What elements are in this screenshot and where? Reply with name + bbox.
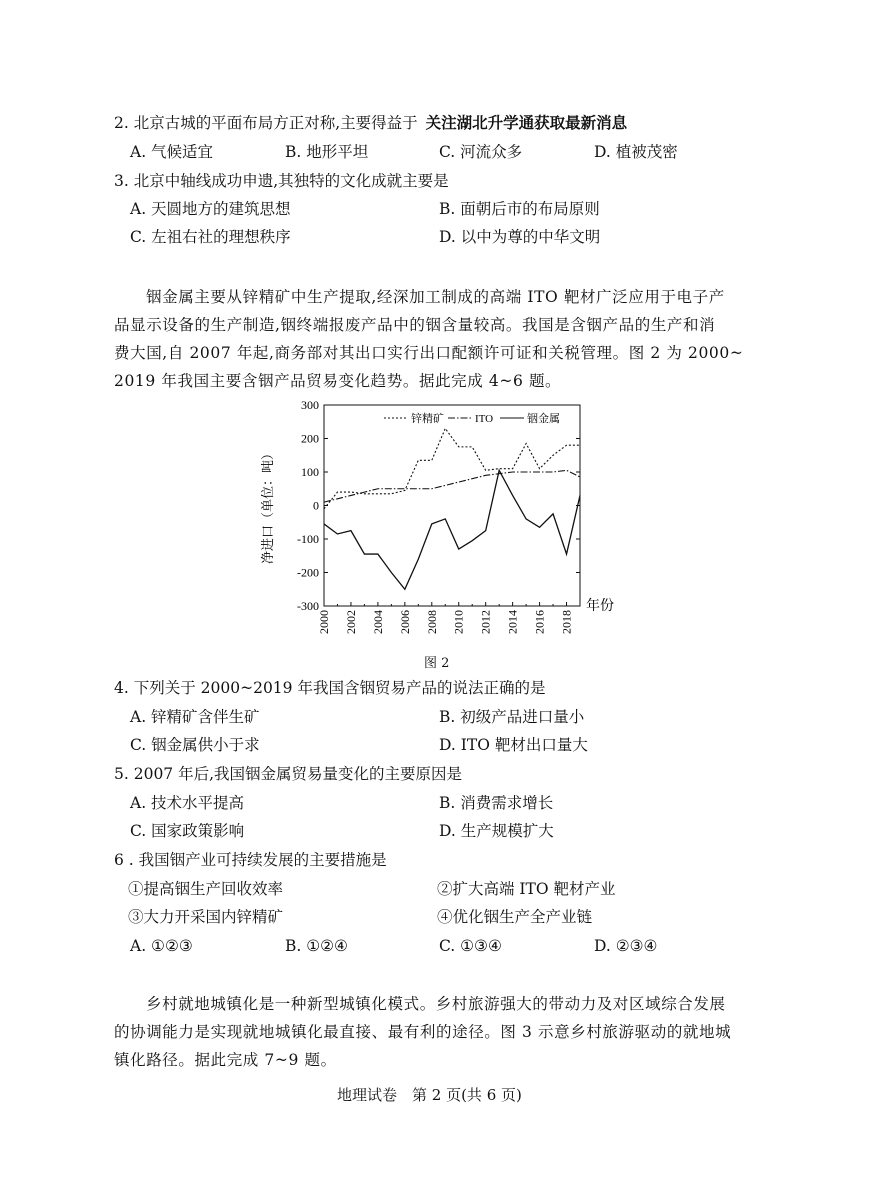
- x-tick-label: 2008: [424, 610, 439, 634]
- q6-item-4: ④优化铟生产全产业链: [437, 908, 593, 926]
- q6-option-c: C. ①③④: [439, 937, 502, 955]
- q2-stem-text: 2. 北京古城的平面布局方正对称,主要得益于: [114, 114, 418, 132]
- q4-option-c: C. 铟金属供小于求: [130, 736, 260, 754]
- x-tick-label: 2012: [478, 610, 493, 634]
- indium-trade-chart: [250, 395, 630, 645]
- q4-option-a: A. 锌精矿含伴生矿: [130, 708, 260, 726]
- q2-option-b: B. 地形平坦: [285, 143, 369, 161]
- q2-option-d: D. 植被茂密: [594, 143, 678, 161]
- x-tick-label: 2016: [532, 610, 547, 634]
- x-tick-label: 2002: [343, 610, 358, 634]
- y-tick-label: 200: [301, 431, 319, 446]
- y-tick-label: 100: [301, 465, 319, 479]
- q6-item-2: ②扩大高端 ITO 靶材产业: [437, 880, 616, 898]
- passage1-line-3: 费大国,自 2007 年起,商务部对其出口实行出口配额许可证和关税管理。图 2 为 2000~: [114, 344, 744, 362]
- x-tick-label: 2004: [370, 610, 385, 634]
- q3-option-c: C. 左祖右社的理想秩序: [130, 228, 291, 246]
- q6-option-b: B. ①②④: [285, 937, 348, 955]
- legend-indium-metal-label: 铟金属: [527, 413, 560, 425]
- x-tick-label: 2000: [317, 610, 331, 634]
- figure-caption: 图 2: [424, 656, 450, 671]
- page-footer: 地理试卷 第 2 页(共 6 页): [337, 1086, 522, 1104]
- y-tick-label: 0: [313, 498, 319, 513]
- x-tick-label: 2018: [559, 610, 574, 634]
- q2-stem: [114, 113, 627, 133]
- q5-stem: 5. 2007 年后,我国铟金属贸易量变化的主要原因是: [114, 765, 463, 783]
- y-tick-label: 300: [301, 398, 319, 412]
- y-tick-label: -100: [297, 532, 319, 546]
- series-line-3: [324, 470, 580, 589]
- series-line-1: [324, 428, 580, 508]
- legend-ito-label: ITO: [475, 413, 494, 425]
- y-axis-label: 净进口（单位：吨）: [260, 446, 275, 565]
- q3-stem: 3. 北京中轴线成功申遗,其独特的文化成就主要是: [114, 172, 449, 190]
- q3-option-b: B. 面朝后市的布局原则: [439, 200, 600, 218]
- passage1-line-2: 品显示设备的生产制造,铟终端报废产品中的铟含量较高。我国是含铟产品的生产和消: [114, 316, 716, 334]
- x-tick-label: 2010: [451, 610, 466, 634]
- q3-option-d: D. 以中为尊的中华文明: [439, 228, 601, 246]
- x-axis-label: 年份: [586, 599, 614, 614]
- y-tick-label: -300: [297, 599, 319, 613]
- passage1-line-1: 铟金属主要从锌精矿中生产提取,经深加工制成的高端 ITO 靶材广泛应用于电子产: [146, 288, 725, 306]
- x-tick-label: 2014: [505, 610, 520, 634]
- q4-stem: 4. 下列关于 2000~2019 年我国含铟贸易产品的说法正确的是: [114, 679, 546, 697]
- passage2-line-2: 的协调能力是实现就地城镇化最直接、最有利的途径。图 3 示意乡村旅游驱动的就地城: [114, 1023, 732, 1041]
- passage1-line-4: 2019 年我国主要含铟产品贸易变化趋势。据此完成 4~6 题。: [114, 372, 562, 390]
- passage2-line-3: 镇化路径。据此完成 7~9 题。: [114, 1051, 337, 1069]
- passage2-line-1: 乡村就地城镇化是一种新型城镇化模式。乡村旅游强大的带动力及对区域综合发展: [146, 995, 726, 1013]
- q6-option-d: D. ②③④: [594, 937, 658, 955]
- q6-item-1: ①提高铟生产回收效率: [128, 880, 284, 898]
- q5-option-d: D. 生产规模扩大: [439, 822, 554, 840]
- q5-option-b: B. 消费需求增长: [439, 794, 554, 812]
- q5-option-c: C. 国家政策影响: [130, 822, 245, 840]
- watermark-notice: 关注湖北升学通获取最新消息: [425, 114, 628, 132]
- q6-option-a: A. ①②③: [130, 937, 193, 955]
- q6-stem: 6 . 我国铟产业可持续发展的主要措施是: [114, 851, 387, 869]
- q5-option-a: A. 技术水平提高: [130, 794, 245, 812]
- plot-frame: [324, 405, 580, 606]
- x-tick-label: 2006: [397, 610, 412, 634]
- y-tick-label: -200: [297, 565, 319, 580]
- series-line-2: [324, 470, 580, 502]
- q4-option-d: D. ITO 靶材出口量大: [439, 736, 588, 754]
- q3-option-a: A. 天圆地方的建筑思想: [130, 200, 291, 218]
- q2-option-c: C. 河流众多: [439, 143, 523, 161]
- legend-zinc-concentrate-label: 锌精矿: [411, 413, 444, 425]
- q2-option-a: A. 气候适宜: [130, 143, 214, 161]
- q4-option-b: B. 初级产品进口量小: [439, 708, 585, 726]
- q6-item-3: ③大力开采国内锌精矿: [128, 908, 284, 926]
